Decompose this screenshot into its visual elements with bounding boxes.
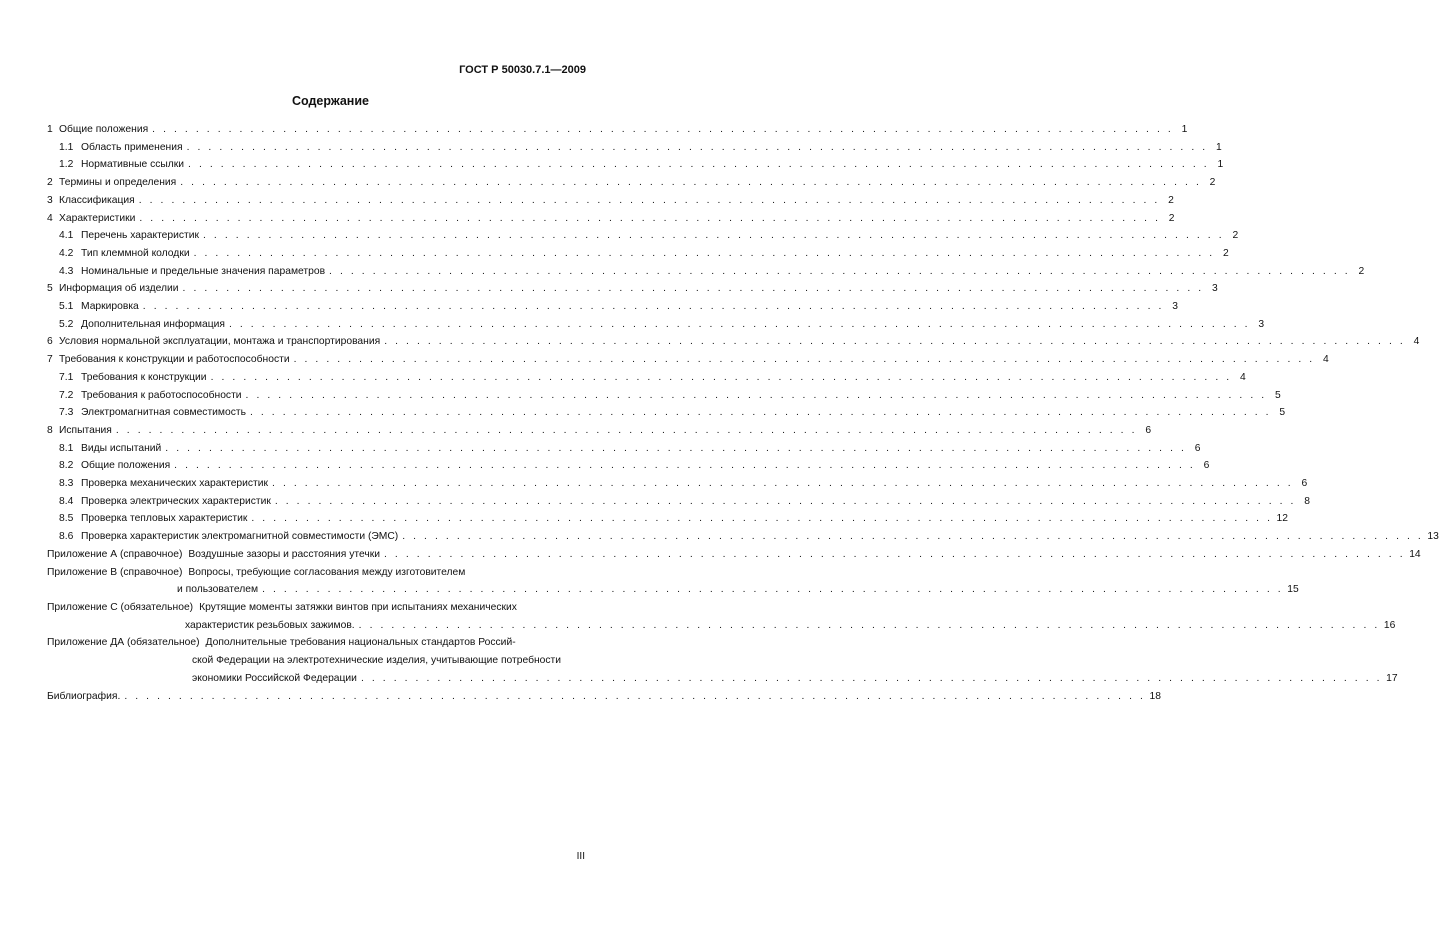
toc-entry-4[interactable]: 4 Характеристики . . . . . . . . . . . . . . . . . . . . . . . . . . . . . . . . . . . . . . . . . . . . . . . . . . . . . . . . . . . . . . . . . . . . . . . . . . . . . . . . . . . . . . . . . . . . . . 2	[47, 212, 1175, 224]
toc-entry-8-5[interactable]: 8.5 Проверка тепловых характеристик . . . . . . . . . . . . . . . . . . . . . . . . . . . . . . . . . . . . . . . . . . . . . . . . . . . . . . . . . . . . . . . . . . . . . . . . . . . . . . . . . . . . . . . . . . . . . . 12	[59, 513, 1289, 525]
toc-entry-8-4[interactable]: 8.4 Проверка электрических характеристик . . . . . . . . . . . . . . . . . . . . . . . . . . . . . . . . . . . . . . . . . . . . . . . . . . . . . . . . . . . . . . . . . . . . . . . . . . . . . . . . . . . . . . . . . . . . . . 8	[59, 495, 1310, 507]
toc-entry-8-2[interactable]: 8.2 Общие положения . . . . . . . . . . . . . . . . . . . . . . . . . . . . . . . . . . . . . . . . . . . . . . . . . . . . . . . . . . . . . . . . . . . . . . . . . . . . . . . . . . . . . . . . . . . . . . 6	[59, 460, 1210, 472]
toc-entry-3[interactable]: 3 Классификация . . . . . . . . . . . . . . . . . . . . . . . . . . . . . . . . . . . . . . . . . . . . . . . . . . . . . . . . . . . . . . . . . . . . . . . . . . . . . . . . . . . . . . . . . . . . . . 2	[47, 194, 1174, 206]
toc-entry-8-1[interactable]: 8.1 Виды испытаний . . . . . . . . . . . . . . . . . . . . . . . . . . . . . . . . . . . . . . . . . . . . . . . . . . . . . . . . . . . . . . . . . . . . . . . . . . . . . . . . . . . . . . . . . . . . . . 6	[59, 442, 1201, 454]
toc-bibliography[interactable]: Библиография. . . . . . . . . . . . . . . . . . . . . . . . . . . . . . . . . . . . . . . . . . . . . . . . . . . . . . . . . . . . . . . . . . . . . . . . . . . . . . . . . . . . . . . . . . . . . . . 18	[47, 690, 1161, 702]
toc-entry-8-6[interactable]: 8.6 Проверка характеристик электромагнитной совместимости (ЭМС) . . . . . . . . . . . . . . . . . . . . . . . . . . . . . . . . . . . . . . . . . . . . . . . . . . . . . . . . . . . . . . . . . . . . . . . . . . . . . . . . . . . . . . . . . . . . . . 13	[59, 531, 1439, 543]
toc-appendix-a[interactable]: Приложение А (справочное) Воздушные зазоры и расстояния утечки . . . . . . . . . . . . . . . . . . . . . . . . . . . . . . . . . . . . . . . . . . . . . . . . . . . . . . . . . . . . . . . . . . . . . . . . . . . . . . . . . . . . . . . . . . . . . . 14	[47, 548, 1421, 560]
toc-entry-8-3[interactable]: 8.3 Проверка механических характеристик . . . . . . . . . . . . . . . . . . . . . . . . . . . . . . . . . . . . . . . . . . . . . . . . . . . . . . . . . . . . . . . . . . . . . . . . . . . . . . . . . . . . . . . . . . . . . . 6	[59, 478, 1308, 490]
toc-entry-7[interactable]: 7 Требования к конструкции и работоспособности . . . . . . . . . . . . . . . . . . . . . . . . . . . . . . . . . . . . . . . . . . . . . . . . . . . . . . . . . . . . . . . . . . . . . . . . . . . . . . . . . . . . . . . . . . . . . . 4	[47, 354, 1329, 366]
toc-entry-7-2[interactable]: 7.2 Требования к работоспособности . . . . . . . . . . . . . . . . . . . . . . . . . . . . . . . . . . . . . . . . . . . . . . . . . . . . . . . . . . . . . . . . . . . . . . . . . . . . . . . . . . . . . . . . . . . . . . 5	[59, 389, 1281, 401]
page-number: III	[576, 851, 585, 862]
toc-entry-4-2[interactable]: 4.2 Тип клеммной колодки . . . . . . . . . . . . . . . . . . . . . . . . . . . . . . . . . . . . . . . . . . . . . . . . . . . . . . . . . . . . . . . . . . . . . . . . . . . . . . . . . . . . . . . . . . . . . . 2	[59, 247, 1229, 259]
toc-entry-6[interactable]: 6 Условия нормальной эксплуатации, монтажа и транспортирования . . . . . . . . . . . . . . . . . . . . . . . . . . . . . . . . . . . . . . . . . . . . . . . . . . . . . . . . . . . . . . . . . . . . . . . . . . . . . . . . . . . . . . . . . . . . . . 4	[47, 336, 1420, 348]
toc-entry-7-1[interactable]: 7.1 Требования к конструкции . . . . . . . . . . . . . . . . . . . . . . . . . . . . . . . . . . . . . . . . . . . . . . . . . . . . . . . . . . . . . . . . . . . . . . . . . . . . . . . . . . . . . . . . . . . . . . 4	[59, 371, 1246, 383]
table-of-contents	[47, 121, 1439, 705]
toc-entry-2[interactable]: 2 Термины и определения . . . . . . . . . . . . . . . . . . . . . . . . . . . . . . . . . . . . . . . . . . . . . . . . . . . . . . . . . . . . . . . . . . . . . . . . . . . . . . . . . . . . . . . . . . . . . . 2	[47, 177, 1216, 189]
toc-appendix-b[interactable]: Приложение В (справочное) Вопросы, требующие согласования между изготовителем и пользователем . . . . . . . . . . . . . . . . . . . . . . . . . . . . . . . . . . . . . . . . . . . . . . . . . . . . . . . . . . . . . . . . . . . . . . . . . . . . . . . . . . . . . . . . . . . . . . 15	[47, 566, 1299, 596]
toc-entry-1-2[interactable]: 1.2 Нормативные ссылки . . . . . . . . . . . . . . . . . . . . . . . . . . . . . . . . . . . . . . . . . . . . . . . . . . . . . . . . . . . . . . . . . . . . . . . . . . . . . . . . . . . . . . . . . . . . . . 1	[59, 159, 1224, 171]
page-title: Содержание	[291, 94, 369, 108]
toc-appendix-c[interactable]: Приложение С (обязательное) Крутящие моменты затяжки винтов при испытаниях механических характеристик резьбовых зажимов. . . . . . . . . . . . . . . . . . . . . . . . . . . . . . . . . . . . . . . . . . . . . . . . . . . . . . . . . . . . . . . . . . . . . . . . . . . . . . . . . . . . . . . . . . . . . . . 16	[47, 601, 1396, 631]
toc-entry-5-2[interactable]: 5.2 Дополнительная информация . . . . . . . . . . . . . . . . . . . . . . . . . . . . . . . . . . . . . . . . . . . . . . . . . . . . . . . . . . . . . . . . . . . . . . . . . . . . . . . . . . . . . . . . . . . . . . 3	[59, 318, 1265, 330]
toc-entry-5[interactable]: 5 Информация об изделии . . . . . . . . . . . . . . . . . . . . . . . . . . . . . . . . . . . . . . . . . . . . . . . . . . . . . . . . . . . . . . . . . . . . . . . . . . . . . . . . . . . . . . . . . . . . . . 3	[47, 283, 1218, 295]
toc-entry-7-3[interactable]: 7.3 Электромагнитная совместимость . . . . . . . . . . . . . . . . . . . . . . . . . . . . . . . . . . . . . . . . . . . . . . . . . . . . . . . . . . . . . . . . . . . . . . . . . . . . . . . . . . . . . . . . . . . . . . 5	[59, 407, 1286, 419]
document-header: ГОСТ Р 50030.7.1—2009	[459, 64, 586, 76]
toc-entry-5-1[interactable]: 5.1 Маркировка . . . . . . . . . . . . . . . . . . . . . . . . . . . . . . . . . . . . . . . . . . . . . . . . . . . . . . . . . . . . . . . . . . . . . . . . . . . . . . . . . . . . . . . . . . . . . . 3	[59, 301, 1178, 313]
toc-entry-8[interactable]: 8 Испытания . . . . . . . . . . . . . . . . . . . . . . . . . . . . . . . . . . . . . . . . . . . . . . . . . . . . . . . . . . . . . . . . . . . . . . . . . . . . . . . . . . . . . . . . . . . . . . 6	[47, 424, 1152, 436]
toc-appendix-da[interactable]: Приложение ДА (обязательное) Дополнительные требования национальных стандартов Россий- ской Федерации на электротехнические изделия, учитывающие потребности экономики Российской Федерации . . . . . . . . . . . . . . . . . . . . . . . . . . . . . . . . . . . . . . . . . . . . . . . . . . . . . . . . . . . . . . . . . . . . . . . . . . . . . . . . . . . . . . . . . . . . . . 17	[47, 637, 1398, 684]
toc-entry-4-1[interactable]: 4.1 Перечень характеристик . . . . . . . . . . . . . . . . . . . . . . . . . . . . . . . . . . . . . . . . . . . . . . . . . . . . . . . . . . . . . . . . . . . . . . . . . . . . . . . . . . . . . . . . . . . . . . 2	[59, 230, 1239, 242]
toc-entry-1[interactable]: 1 Общие положения . . . . . . . . . . . . . . . . . . . . . . . . . . . . . . . . . . . . . . . . . . . . . . . . . . . . . . . . . . . . . . . . . . . . . . . . . . . . . . . . . . . . . . . . . . . . . . 1	[47, 124, 1188, 135]
toc-entry-1-1[interactable]: 1.1 Область применения . . . . . . . . . . . . . . . . . . . . . . . . . . . . . . . . . . . . . . . . . . . . . . . . . . . . . . . . . . . . . . . . . . . . . . . . . . . . . . . . . . . . . . . . . . . . . . 1	[59, 141, 1222, 153]
toc-entry-4-3[interactable]: 4.3 Номинальные и предельные значения параметров . . . . . . . . . . . . . . . . . . . . . . . . . . . . . . . . . . . . . . . . . . . . . . . . . . . . . . . . . . . . . . . . . . . . . . . . . . . . . . . . . . . . . . . . . . . . . . 2	[59, 265, 1365, 277]
